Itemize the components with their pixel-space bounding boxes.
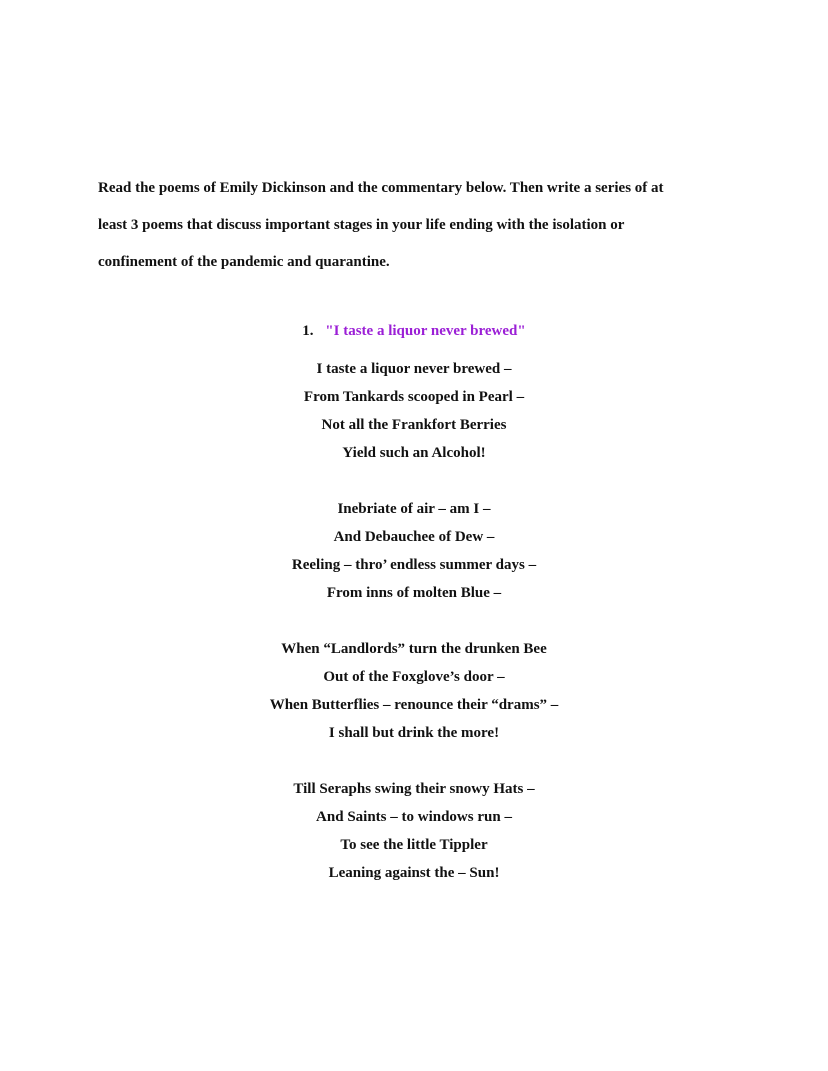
poem-line: Reeling – thro’ endless summer days – <box>291 557 537 573</box>
poem-line: I shall but drink the more! <box>328 725 500 741</box>
poem-line: Out of the Foxglove’s door – <box>323 669 505 685</box>
instruction-line: Read the poems of Emily Dickinson and the commentary below. Then write a series of at <box>98 180 664 196</box>
poem-number: 1. <box>302 323 314 339</box>
stanza <box>0 358 828 470</box>
stanza <box>0 778 828 890</box>
poem-line: And Saints – to windows run – <box>316 809 512 825</box>
poem-line: From Tankards scooped in Pearl – <box>303 389 525 405</box>
stanza <box>0 638 828 750</box>
poem-line: Till Seraphs swing their snowy Hats – <box>293 781 535 797</box>
poem-line: Not all the Frankfort Berries <box>321 417 507 433</box>
poem-line: Inebriate of air – am I – <box>337 501 491 517</box>
poem-line: When “Landlords” turn the drunken Bee <box>281 641 547 657</box>
instruction-line: confinement of the pandemic and quarantine. <box>98 254 390 270</box>
poem-line: When Butterflies – renounce their “drams” – <box>269 697 559 713</box>
poem-body <box>0 358 828 918</box>
poem-line: And Debauchee of Dew – <box>333 529 495 545</box>
poem-title: "I taste a liquor never brewed" <box>325 323 526 339</box>
stanza <box>0 498 828 610</box>
poem-heading <box>0 320 828 342</box>
poem-line: To see the little Tippler <box>340 837 488 853</box>
poem-line: I taste a liquor never brewed – <box>316 361 512 377</box>
poem-line: From inns of molten Blue – <box>326 585 502 601</box>
assignment-instructions <box>98 170 738 281</box>
poem-line: Leaning against the – Sun! <box>328 865 500 881</box>
poem-line: Yield such an Alcohol! <box>342 445 486 461</box>
instruction-line: least 3 poems that discuss important stages in your life ending with the isolation or <box>98 217 625 233</box>
